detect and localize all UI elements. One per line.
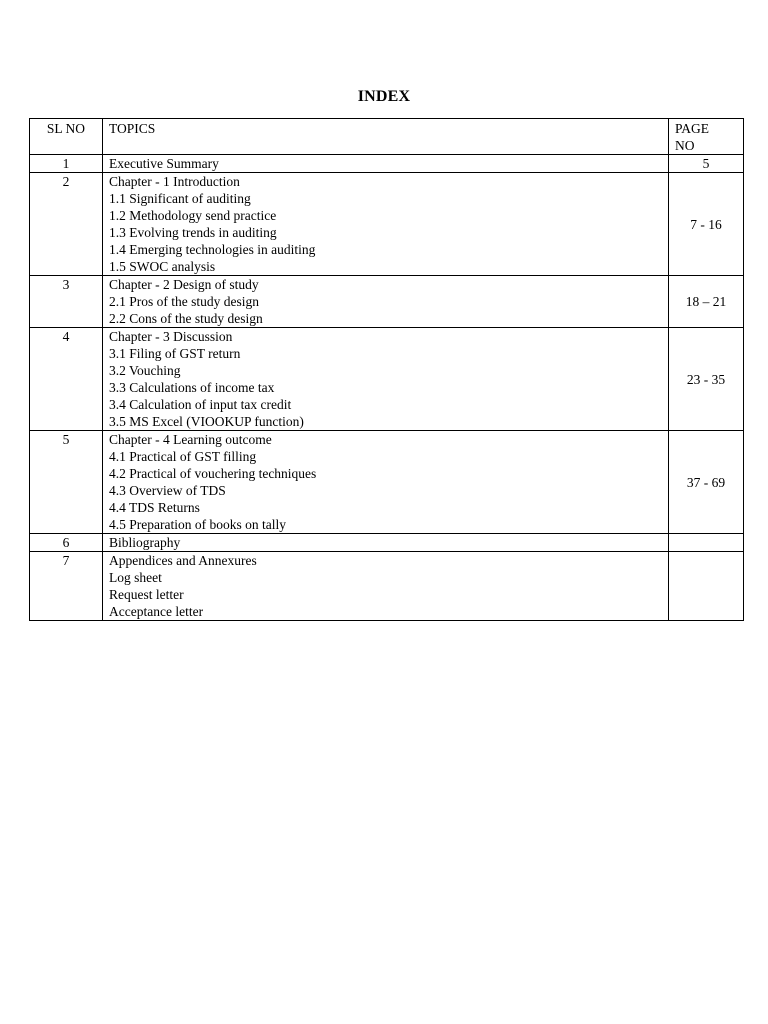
- table-row: [30, 431, 744, 534]
- topics-header: TOPICS: [103, 119, 669, 155]
- topic-subitem: Acceptance letter: [109, 604, 204, 619]
- page-no-cell: 18 – 21: [669, 276, 744, 328]
- page-no-cell: [669, 534, 744, 552]
- topic-subitem: 3.5 MS Excel (VIOOKUP function): [109, 414, 304, 429]
- sl-no-cell: 3: [30, 276, 103, 328]
- sl-no-cell: 1: [30, 155, 103, 173]
- topic-subitem: 1.5 SWOC analysis: [109, 259, 216, 274]
- sl-no-cell: 6: [30, 534, 103, 552]
- topic-heading: Chapter - 4 Learning outcome: [109, 432, 272, 447]
- topic-heading: Chapter - 2 Design of study: [109, 277, 259, 292]
- topic-subitem: 4.4 TDS Returns: [109, 500, 200, 515]
- topic-subitem: 4.2 Practical of vouchering techniques: [109, 466, 317, 481]
- topics-cell: [103, 431, 669, 534]
- topic-subitem: 4.5 Preparation of books on tally: [109, 517, 286, 532]
- topic-subitem: 2.1 Pros of the study design: [109, 294, 259, 309]
- topic-heading: Executive Summary: [109, 156, 219, 171]
- table-row: [30, 276, 744, 328]
- sl-no-cell: 7: [30, 552, 103, 621]
- sl-no-cell: 4: [30, 328, 103, 431]
- table-row: [30, 155, 744, 173]
- table-row: [30, 173, 744, 276]
- topic-subitem: 3.3 Calculations of income tax: [109, 380, 275, 395]
- topic-subitem: Request letter: [109, 587, 184, 602]
- topics-cell: [103, 276, 669, 328]
- topic-subitem: 3.4 Calculation of input tax credit: [109, 397, 292, 412]
- table-header-row: [30, 119, 744, 155]
- page-no-cell: 5: [669, 155, 744, 173]
- topic-subitem: 2.2 Cons of the study design: [109, 311, 263, 326]
- page-no-header-line1: PAGE: [675, 121, 710, 136]
- table-row: [30, 534, 744, 552]
- topic-subitem: 3.2 Vouching: [109, 363, 181, 378]
- table-row: [30, 328, 744, 431]
- topic-heading: Bibliography: [109, 535, 181, 550]
- page-no-header: [669, 119, 744, 155]
- topics-cell: [103, 534, 669, 552]
- page-no-cell: 7 - 16: [669, 173, 744, 276]
- topic-subitem: Log sheet: [109, 570, 162, 585]
- topic-subitem: 1.3 Evolving trends in auditing: [109, 225, 277, 240]
- index-table-body: [30, 155, 744, 621]
- sl-no-header: SL NO: [30, 119, 103, 155]
- topics-cell: [103, 552, 669, 621]
- topic-subitem: 1.2 Methodology send practice: [109, 208, 277, 223]
- topic-subitem: 4.3 Overview of TDS: [109, 483, 226, 498]
- page-no-cell: [669, 552, 744, 621]
- topic-heading: Chapter - 3 Discussion: [109, 329, 233, 344]
- topic-heading: Appendices and Annexures: [109, 553, 257, 568]
- topics-cell: [103, 155, 669, 173]
- page-no-cell: 37 - 69: [669, 431, 744, 534]
- sl-no-cell: 2: [30, 173, 103, 276]
- topics-cell: [103, 173, 669, 276]
- page-no-cell: 23 - 35: [669, 328, 744, 431]
- table-row: [30, 552, 744, 621]
- topic-subitem: 1.1 Significant of auditing: [109, 191, 251, 206]
- index-table: [29, 118, 744, 621]
- topics-cell: [103, 328, 669, 431]
- sl-no-cell: 5: [30, 431, 103, 534]
- topic-heading: Chapter - 1 Introduction: [109, 174, 240, 189]
- topic-subitem: 3.1 Filing of GST return: [109, 346, 241, 361]
- page-no-header-line2: NO: [675, 138, 695, 153]
- topic-subitem: 1.4 Emerging technologies in auditing: [109, 242, 316, 257]
- page-title: INDEX: [357, 88, 411, 105]
- topic-subitem: 4.1 Practical of GST filling: [109, 449, 257, 464]
